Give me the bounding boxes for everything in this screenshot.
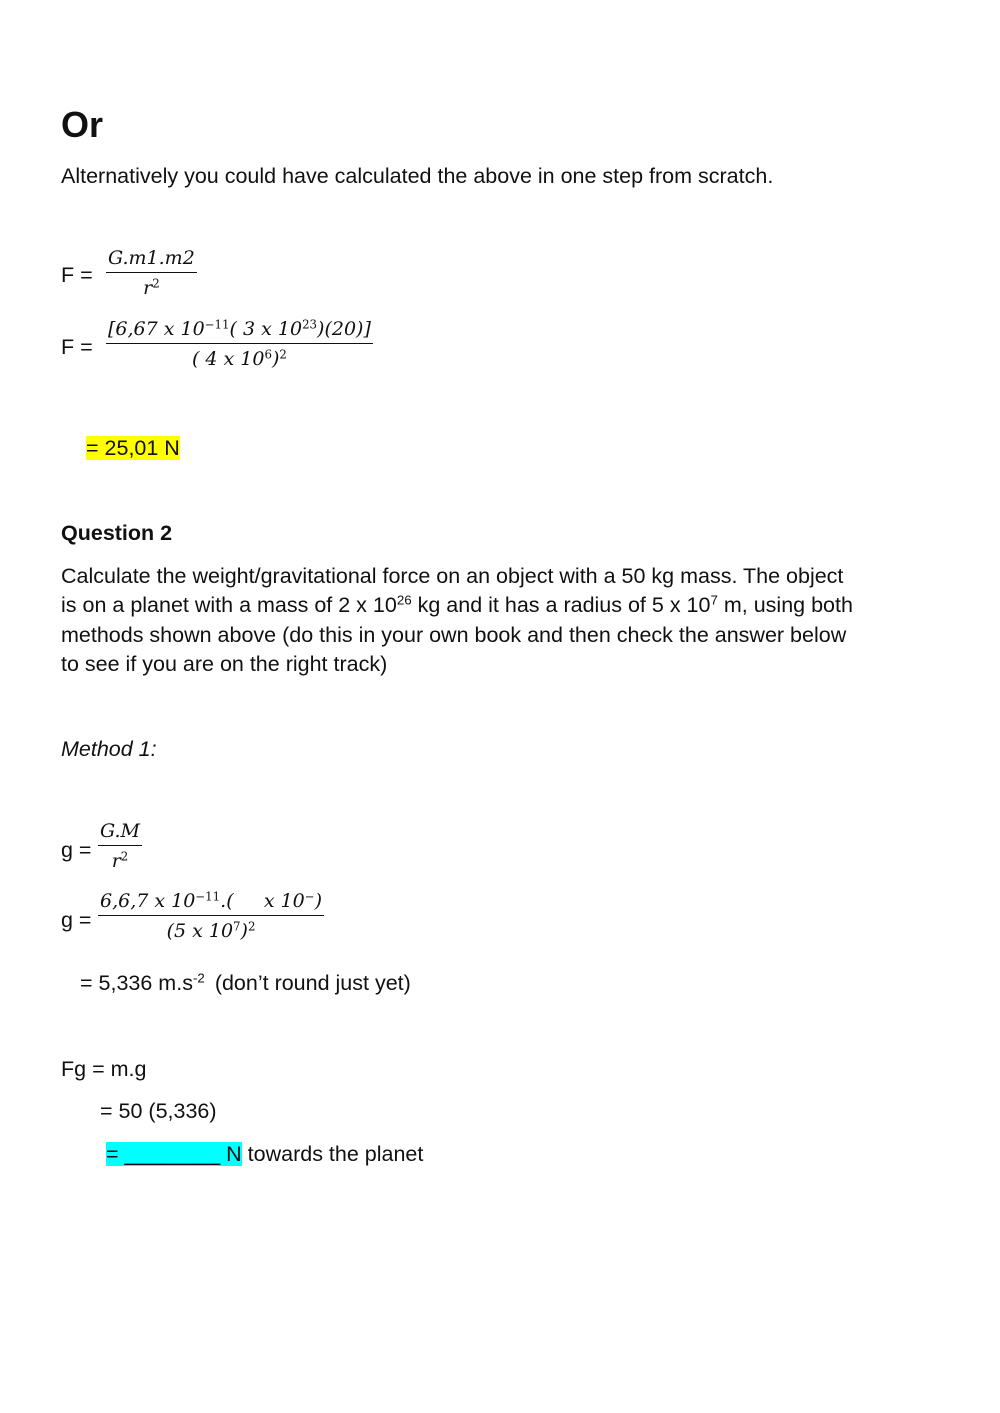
fg-line2: = 50 (5,336) — [100, 1099, 217, 1123]
eq2-numerator — [106, 318, 373, 344]
eq3-num-text: G.M — [100, 820, 140, 842]
eq1-den-base: r — [143, 277, 153, 299]
eq1-denominator — [106, 273, 197, 299]
eq2-den-b: ) — [271, 348, 280, 370]
eq4-den-exp1: 7 — [233, 919, 241, 934]
eq3-numerator — [98, 820, 142, 846]
eq4-den-b: ) — [240, 920, 248, 942]
eq4-fraction — [98, 890, 324, 942]
eq4-num-exp2: − — [304, 889, 315, 904]
eq2-num-b: ( 3 x 10 — [229, 318, 303, 340]
eq2-den-a: ( 4 x 10 — [191, 348, 265, 370]
question2-exp2: 7 — [710, 593, 718, 609]
result1-highlight: = 25,01 N — [86, 436, 180, 460]
eq2-num-exp2: 23 — [302, 317, 318, 332]
intro-text: Alternatively you could have calculated the above in one step from scratch. — [61, 164, 774, 188]
eq4-numerator — [98, 890, 324, 916]
fg-answer-blank[interactable]: = ________ N — [106, 1142, 242, 1166]
eq3-denominator — [98, 846, 142, 872]
question2-line2-c: m, using both — [717, 593, 853, 618]
question2-line4: to see if you are on the right track) — [61, 652, 388, 677]
eq4-denominator — [98, 916, 324, 942]
fg-suffix: towards the planet — [241, 1142, 424, 1166]
eq4-num-a: 6,6,7 x 10 — [100, 890, 196, 912]
eq4-lhs: g = — [61, 908, 92, 932]
eq4-num-c: ) — [314, 890, 323, 912]
result2-value: = 5,336 m.s — [80, 971, 193, 995]
eq1-den-exp: 2 — [152, 276, 160, 291]
question2-line3: methods shown above (do this in your own book and then check the answer below — [61, 622, 847, 647]
fg-line3 — [106, 1140, 423, 1169]
result2-note: (don’t round just yet) — [214, 971, 411, 995]
eq2-num-exp1: −11 — [204, 317, 230, 332]
eq4-num-exp1: −11 — [195, 889, 221, 904]
eq2-fraction — [106, 318, 373, 370]
eq4-den-exp2: 2 — [247, 919, 256, 934]
question2-title: Question 2 — [61, 521, 173, 545]
question2-exp1: 26 — [396, 593, 412, 609]
question2-paragraph — [61, 562, 941, 680]
heading-or: Or — [61, 104, 104, 145]
eq1-lhs: F = — [61, 263, 93, 287]
result2-line — [80, 969, 411, 998]
eq1-num-text: G.m1.m2 — [108, 247, 195, 269]
eq2-num-a: [6,67 x 10 — [108, 318, 205, 340]
result1-text — [86, 434, 180, 463]
eq2-lhs: F = — [61, 335, 93, 359]
question2-line1: Calculate the weight/gravitational force on an object with a 50 kg mass. The object — [61, 564, 844, 588]
eq3-den-base: r — [111, 850, 121, 872]
fg-line1: Fg = m.g — [61, 1057, 147, 1081]
eq4-num-b: .( x 10 — [220, 890, 305, 912]
eq1-numerator — [106, 247, 197, 273]
eq3-fraction — [98, 820, 142, 872]
result2-exp: -2 — [192, 970, 205, 986]
method1-label: Method 1: — [61, 737, 157, 761]
question2-line2 — [61, 591, 941, 620]
question2-line2-a: is on a planet with a mass of 2 x 10 — [61, 593, 397, 618]
eq2-denominator — [106, 344, 373, 370]
eq3-lhs: g = — [61, 838, 92, 862]
eq2-num-c: )(20)] — [317, 318, 371, 340]
eq2-den-exp1: 6 — [264, 347, 272, 362]
eq3-den-exp: 2 — [120, 849, 129, 864]
eq2-den-exp2: 2 — [279, 347, 287, 362]
eq1-fraction — [106, 247, 197, 299]
eq4-den-a: (5 x 10 — [166, 920, 234, 942]
question2-line2-b: kg and it has a radius of 5 x 10 — [411, 593, 711, 618]
